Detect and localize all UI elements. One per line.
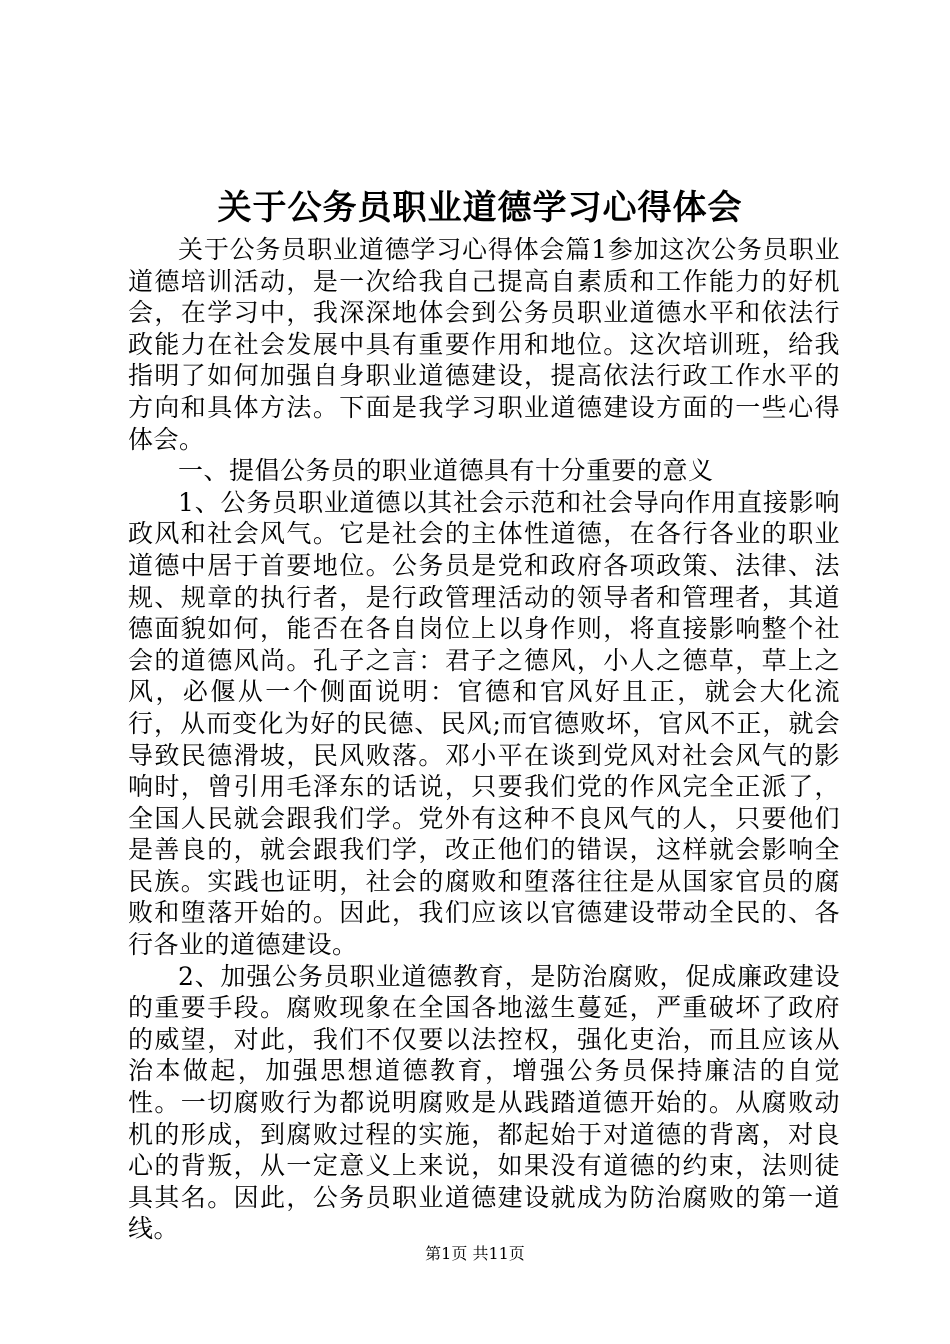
document-title: 关于公务员职业道德学习心得体会	[217, 188, 743, 228]
paragraph-intro: 关于公务员职业道德学习心得体会篇1参加这次公务员职业道德培训活动，是一次给我自己提高自素质和工作能力的好机会，在学习中，我深深地体会到公务员职业道德水平和依法行政能力在社会发展中具有重要作用和地位。这次培训班，给我指明了如何加强自身职业道德建设，提高依法行政工作水平的方向和具体方法。下面是我学习职业道德建设方面的一些心得体会。	[128, 235, 840, 454]
page-number-footer: 第1页 共11页	[425, 1244, 525, 1263]
paragraph-point-2: 2、加强公务员职业道德教育，是防治腐败，促成廉政建设的重要手段。腐败现象在全国各地滋生蔓延，严重破坏了政府的威望，对此，我们不仅要以法控权，强化吏治，而且应该从治本做起，加强思想道德教育，增强公务员保持廉洁的自觉性。一切腐败行为都说明腐败是从践踏道德开始的。从腐败动机的形成，到腐败过程的实施，都起始于对道德的背离，对良心的背叛，从一定意义上来说，如果没有道德的约束，法则徒具其名。因此，公务员职业道德建设就成为防治腐败的第一道线。	[128, 961, 840, 1244]
section-heading: 一、提倡公务员的职业道德具有十分重要的意义	[178, 456, 714, 486]
document-body	[128, 234, 840, 1245]
paragraph-point-1: 1、公务员职业道德以其社会示范和社会导向作用直接影响政风和社会风气。它是社会的主体性道德，在各行各业的职业道德中居于首要地位。公务员是党和政府各项政策、法律、法规、规章的执行者，是行政管理活动的领导者和管理者，其道德面貌如何，能否在各自岗位上以身作则，将直接影响整个社会的道德风尚。孔子之言：君子之德风，小人之德草，草上之风，必偃从一个侧面说明：官德和官风好且正，就会大化流行，从而变化为好的民德、民风;而官德败坏，官风不正，就会导致民德滑坡，民风败落。邓小平在谈到党风对社会风气的影响时，曾引用毛泽东的话说，只要我们党的作风完全正派了，全国人民就会跟我们学。党外有这种不良风气的人，只要他们是善良的，就会跟我们学，改正他们的错误，这样就会影响全民族。实践也证明，社会的腐败和堕落往往是从国家官员的腐败和堕落开始的。因此，我们应该以官德建设带动全民的、各行各业的道德建设。	[128, 487, 840, 960]
